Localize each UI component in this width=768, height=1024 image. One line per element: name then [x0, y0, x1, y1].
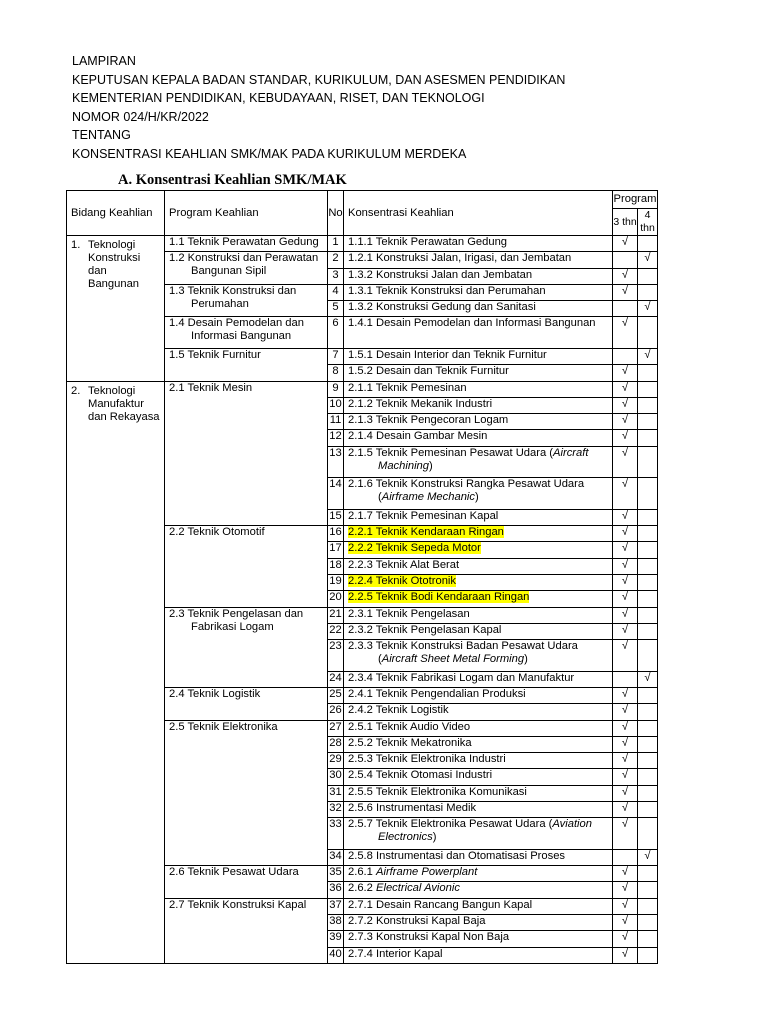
konsentrasi-text: 2.5.4 Teknik Otomasi Industri	[348, 769, 493, 782]
program-keahlian-cell	[165, 317, 328, 349]
check-3-thn	[613, 849, 638, 865]
check-4-thn	[638, 818, 658, 850]
row-number: 5	[328, 301, 344, 317]
row-number: 20	[328, 591, 344, 607]
program-keahlian-name: 1.5 Teknik Furnitur	[169, 348, 261, 361]
check-4-thn	[638, 915, 658, 931]
check-4-thn	[638, 931, 658, 947]
program-keahlian-name: 2.4 Teknik Logistik	[169, 687, 261, 700]
check-3-thn: √	[613, 509, 638, 525]
check-3-thn: √	[613, 866, 638, 882]
program-keahlian-cell	[165, 381, 328, 525]
konsentrasi-cell	[344, 898, 613, 914]
check-4-thn	[638, 509, 658, 525]
konsentrasi-text: 1.4.1 Desain Pemodelan dan Informasi Bangunan	[348, 317, 596, 330]
check-3-thn: √	[613, 687, 638, 703]
konsentrasi-text: Airframe Mechanic	[381, 491, 475, 504]
check-3-thn: √	[613, 414, 638, 430]
konsentrasi-cell	[344, 558, 613, 574]
table-row	[67, 236, 658, 252]
konsentrasi-table	[66, 190, 658, 964]
konsentrasi-text: )	[524, 653, 528, 666]
program-keahlian-name: 2.2 Teknik Otomotif	[169, 526, 265, 539]
check-3-thn: √	[613, 365, 638, 381]
konsentrasi-text: 2.2.1 Teknik Kendaraan Ringan	[348, 526, 504, 539]
row-number: 33	[328, 818, 344, 850]
check-4-thn	[638, 736, 658, 752]
header-line-keputusan: KEPUTUSAN KEPALA BADAN STANDAR, KURIKULUM, DAN ASESMEN PENDIDIKAN	[72, 72, 566, 87]
row-number: 11	[328, 414, 344, 430]
check-4-thn	[638, 769, 658, 785]
header-line-kementerian: KEMENTERIAN PENDIDIKAN, KEBUDAYAAN, RISET, DAN TEKNOLOGI	[72, 91, 485, 106]
header-line-lampiran: LAMPIRAN	[72, 54, 136, 68]
check-4-thn	[638, 882, 658, 898]
check-4-thn	[638, 753, 658, 769]
row-number: 1	[328, 236, 344, 252]
row-number: 36	[328, 882, 344, 898]
check-4-thn	[638, 381, 658, 397]
row-number: 16	[328, 526, 344, 542]
row-number: 34	[328, 849, 344, 865]
konsentrasi-text: 1.3.1 Teknik Konstruksi dan Perumahan	[348, 284, 546, 297]
check-4-thn	[638, 704, 658, 720]
konsentrasi-text: 2.6.1	[348, 866, 376, 879]
check-3-thn	[613, 348, 638, 364]
check-3-thn: √	[613, 284, 638, 300]
program-keahlian-cell	[165, 898, 328, 963]
konsentrasi-text: 1.3.2 Konstruksi Gedung dan Sanitasi	[348, 301, 536, 314]
konsentrasi-text: 2.1.2 Teknik Mekanik Industri	[348, 397, 493, 410]
check-3-thn: √	[613, 558, 638, 574]
check-3-thn: √	[613, 542, 638, 558]
check-3-thn: √	[613, 898, 638, 914]
row-number: 22	[328, 623, 344, 639]
check-3-thn: √	[613, 446, 638, 478]
check-3-thn: √	[613, 591, 638, 607]
konsentrasi-text: 2.5.6 Instrumentasi Medik	[348, 802, 477, 815]
konsentrasi-cell	[344, 720, 613, 736]
konsentrasi-text: 2.1.1 Teknik Pemesinan	[348, 381, 467, 394]
konsentrasi-text: 1.5.1 Desain Interior dan Teknik Furnitur	[348, 348, 547, 361]
check-4-thn: √	[638, 849, 658, 865]
konsentrasi-text: 2.5.7 Teknik Elektronika Pesawat Udara (	[348, 818, 553, 831]
row-number: 7	[328, 348, 344, 364]
konsentrasi-cell	[344, 753, 613, 769]
row-number: 40	[328, 947, 344, 963]
konsentrasi-cell	[344, 236, 613, 252]
check-3-thn: √	[613, 769, 638, 785]
konsentrasi-cell	[344, 284, 613, 300]
konsentrasi-cell	[344, 802, 613, 818]
konsentrasi-text: (	[378, 653, 382, 666]
check-4-thn	[638, 785, 658, 801]
program-keahlian-cell	[165, 720, 328, 866]
row-number: 38	[328, 915, 344, 931]
check-3-thn: √	[613, 574, 638, 590]
check-4-thn	[638, 317, 658, 349]
konsentrasi-text: 2.7.1 Desain Rancang Bangun Kapal	[348, 898, 533, 911]
program-keahlian-name: 1.4 Desain Pemodelan dan Informasi Bangunan	[169, 317, 304, 343]
check-3-thn	[613, 301, 638, 317]
konsentrasi-cell	[344, 882, 613, 898]
konsentrasi-text: Airframe Powerplant	[376, 866, 478, 879]
konsentrasi-text: 2.1.5 Teknik Pemesinan Pesawat Udara (	[348, 446, 554, 459]
program-keahlian-cell	[165, 607, 328, 687]
check-4-thn	[638, 284, 658, 300]
row-number: 37	[328, 898, 344, 914]
konsentrasi-text: Aircraft Sheet Metal Forming	[381, 653, 525, 666]
row-number: 30	[328, 769, 344, 785]
check-3-thn: √	[613, 607, 638, 623]
bidang-number: 1.	[71, 239, 81, 251]
konsentrasi-cell	[344, 623, 613, 639]
check-3-thn: √	[613, 931, 638, 947]
konsentrasi-text: 2.5.1 Teknik Audio Video	[348, 720, 471, 733]
row-number: 10	[328, 397, 344, 413]
konsentrasi-text: 2.3.1 Teknik Pengelasan	[348, 607, 470, 620]
konsentrasi-cell	[344, 591, 613, 607]
check-4-thn: √	[638, 671, 658, 687]
konsentrasi-cell	[344, 446, 613, 478]
check-3-thn: √	[613, 623, 638, 639]
program-keahlian-name: 2.7 Teknik Konstruksi Kapal	[169, 898, 307, 911]
bidang-cell	[67, 236, 165, 382]
row-number: 35	[328, 866, 344, 882]
check-4-thn: √	[638, 252, 658, 268]
konsentrasi-cell	[344, 640, 613, 672]
check-3-thn: √	[613, 882, 638, 898]
konsentrasi-cell	[344, 607, 613, 623]
check-4-thn	[638, 947, 658, 963]
check-3-thn: √	[613, 381, 638, 397]
check-4-thn	[638, 866, 658, 882]
konsentrasi-text: 2.2.3 Teknik Alat Berat	[348, 558, 460, 571]
header-program-group: Program	[613, 191, 658, 209]
header-bidang: Bidang Keahlian	[67, 191, 165, 236]
program-keahlian-cell	[165, 348, 328, 381]
row-number: 14	[328, 478, 344, 510]
konsentrasi-text: 1.2.1 Konstruksi Jalan, Irigasi, dan Jembatan	[348, 252, 572, 265]
check-3-thn: √	[613, 704, 638, 720]
header-3-thn: 3 thn	[613, 209, 638, 236]
check-4-thn	[638, 236, 658, 252]
check-4-thn	[638, 526, 658, 542]
check-4-thn: √	[638, 301, 658, 317]
check-3-thn: √	[613, 478, 638, 510]
konsentrasi-text: 2.7.4 Interior Kapal	[348, 947, 443, 960]
row-number: 6	[328, 317, 344, 349]
row-number: 31	[328, 785, 344, 801]
program-keahlian-name: 1.3 Teknik Konstruksi dan Perumahan	[169, 284, 297, 310]
check-3-thn: √	[613, 720, 638, 736]
konsentrasi-text: )	[475, 491, 479, 504]
konsentrasi-text: 2.4.1 Teknik Pengendalian Produksi	[348, 687, 526, 700]
program-keahlian-name: 2.6 Teknik Pesawat Udara	[169, 866, 299, 879]
konsentrasi-text: 2.3.4 Teknik Fabrikasi Logam dan Manufaktur	[348, 671, 575, 684]
program-keahlian-cell	[165, 687, 328, 720]
row-number: 23	[328, 640, 344, 672]
check-4-thn	[638, 640, 658, 672]
row-number: 21	[328, 607, 344, 623]
check-4-thn	[638, 542, 658, 558]
konsentrasi-cell	[344, 268, 613, 284]
section-title: A. Konsentrasi Keahlian SMK/MAK	[118, 172, 347, 188]
konsentrasi-text: 2.1.4 Desain Gambar Mesin	[348, 430, 488, 443]
konsentrasi-text: 2.3.3 Teknik Konstruksi Badan Pesawat Udara	[348, 640, 578, 653]
check-4-thn	[638, 802, 658, 818]
table-body	[67, 236, 658, 964]
check-3-thn	[613, 671, 638, 687]
bidang-name: Teknologi Manufaktur dan Rekayasa	[88, 384, 160, 423]
header-line-tentang: TENTANG	[72, 128, 131, 143]
row-number: 17	[328, 542, 344, 558]
row-number: 32	[328, 802, 344, 818]
check-3-thn: √	[613, 397, 638, 413]
check-4-thn	[638, 365, 658, 381]
check-4-thn	[638, 268, 658, 284]
check-3-thn: √	[613, 915, 638, 931]
konsentrasi-text: 2.2.2 Teknik Sepeda Motor	[348, 542, 481, 555]
program-keahlian-cell	[165, 236, 328, 252]
row-number: 39	[328, 931, 344, 947]
konsentrasi-text: 2.2.4 Teknik Ototronik	[348, 574, 456, 587]
row-number: 26	[328, 704, 344, 720]
konsentrasi-cell	[344, 574, 613, 590]
konsentrasi-text: 1.3.2 Konstruksi Jalan dan Jembatan	[348, 268, 533, 281]
row-number: 25	[328, 687, 344, 703]
row-number: 3	[328, 268, 344, 284]
program-keahlian-cell	[165, 866, 328, 899]
header-line-nomor: NOMOR 024/H/KR/2022	[72, 109, 209, 124]
row-number: 18	[328, 558, 344, 574]
row-number: 4	[328, 284, 344, 300]
konsentrasi-text: 2.5.5 Teknik Elektronika Komunikasi	[348, 785, 527, 798]
konsentrasi-cell	[344, 866, 613, 882]
row-number: 28	[328, 736, 344, 752]
check-4-thn	[638, 414, 658, 430]
check-4-thn	[638, 607, 658, 623]
konsentrasi-cell	[344, 915, 613, 931]
row-number: 15	[328, 509, 344, 525]
program-keahlian-name: 1.2 Konstruksi dan Perawatan Bangunan Sipil	[169, 252, 319, 278]
konsentrasi-cell	[344, 785, 613, 801]
konsentrasi-text: 1.5.2 Desain dan Teknik Furnitur	[348, 365, 509, 378]
konsentrasi-cell	[344, 317, 613, 349]
program-keahlian-name: 2.5 Teknik Elektronika	[169, 720, 278, 733]
row-number: 9	[328, 381, 344, 397]
check-3-thn: √	[613, 640, 638, 672]
konsentrasi-cell	[344, 818, 613, 850]
header-no: No	[328, 191, 344, 236]
konsentrasi-cell	[344, 430, 613, 446]
konsentrasi-text: 1.1.1 Teknik Perawatan Gedung	[348, 236, 508, 248]
konsentrasi-cell	[344, 542, 613, 558]
konsentrasi-cell	[344, 397, 613, 413]
program-keahlian-cell	[165, 526, 328, 607]
row-number: 29	[328, 753, 344, 769]
check-3-thn: √	[613, 236, 638, 252]
konsentrasi-text: 2.1.3 Teknik Pengecoran Logam	[348, 414, 509, 427]
check-4-thn	[638, 574, 658, 590]
konsentrasi-text: Aircraft	[553, 446, 589, 459]
konsentrasi-text: Aviation	[552, 818, 592, 831]
konsentrasi-text: 2.4.2 Teknik Logistik	[348, 704, 449, 717]
program-keahlian-name: 2.3 Teknik Pengelasan dan Fabrikasi Logam	[169, 607, 304, 633]
check-4-thn	[638, 478, 658, 510]
program-keahlian-name: 1.1 Teknik Perawatan Gedung	[169, 236, 319, 248]
konsentrasi-text: 2.6.2	[348, 882, 376, 895]
konsentrasi-cell	[344, 365, 613, 381]
check-3-thn: √	[613, 753, 638, 769]
konsentrasi-text: 2.2.5 Teknik Bodi Kendaraan Ringan	[348, 591, 530, 604]
konsentrasi-cell	[344, 736, 613, 752]
check-4-thn	[638, 446, 658, 478]
konsentrasi-text: 2.7.2 Konstruksi Kapal Baja	[348, 915, 486, 927]
header-program-keahlian: Program Keahlian	[165, 191, 328, 236]
konsentrasi-text: (	[378, 491, 382, 504]
document-header	[72, 52, 565, 164]
check-4-thn	[638, 430, 658, 446]
konsentrasi-text: )	[432, 831, 437, 844]
check-3-thn	[613, 252, 638, 268]
konsentrasi-cell	[344, 478, 613, 510]
row-number: 27	[328, 720, 344, 736]
header-line-subject: KONSENTRASI KEAHLIAN SMK/MAK PADA KURIKULUM MERDEKA	[72, 146, 467, 161]
bidang-name: Teknologi Konstruksi dan Bangunan	[88, 239, 141, 290]
row-number: 13	[328, 446, 344, 478]
check-3-thn: √	[613, 785, 638, 801]
check-4-thn	[638, 623, 658, 639]
check-4-thn: √	[638, 348, 658, 364]
check-4-thn	[638, 397, 658, 413]
table-row	[67, 381, 658, 397]
check-4-thn	[638, 558, 658, 574]
konsentrasi-cell	[344, 687, 613, 703]
konsentrasi-text: Machining	[378, 459, 429, 472]
konsentrasi-text: 2.1.7 Teknik Pemesinan Kapal	[348, 509, 499, 522]
header-4-thn: 4 thn	[638, 209, 658, 236]
check-3-thn: √	[613, 736, 638, 752]
check-4-thn	[638, 898, 658, 914]
konsentrasi-text: )	[429, 459, 433, 472]
program-keahlian-name: 2.1 Teknik Mesin	[169, 381, 253, 394]
row-number: 12	[328, 430, 344, 446]
program-keahlian-cell	[165, 252, 328, 285]
header-konsentrasi: Konsentrasi Keahlian	[344, 191, 613, 236]
check-3-thn: √	[613, 317, 638, 349]
row-number: 19	[328, 574, 344, 590]
konsentrasi-text: Electronics	[378, 831, 433, 844]
check-4-thn	[638, 591, 658, 607]
row-number: 2	[328, 252, 344, 268]
konsentrasi-cell	[344, 348, 613, 364]
konsentrasi-cell	[344, 509, 613, 525]
check-3-thn: √	[613, 268, 638, 284]
konsentrasi-cell	[344, 414, 613, 430]
konsentrasi-text: 2.5.2 Teknik Mekatronika	[348, 736, 472, 749]
check-3-thn: √	[613, 947, 638, 963]
konsentrasi-cell	[344, 947, 613, 963]
konsentrasi-cell	[344, 931, 613, 947]
konsentrasi-cell	[344, 769, 613, 785]
check-4-thn	[638, 687, 658, 703]
check-3-thn: √	[613, 802, 638, 818]
konsentrasi-cell	[344, 252, 613, 268]
konsentrasi-cell	[344, 301, 613, 317]
konsentrasi-cell	[344, 381, 613, 397]
konsentrasi-cell	[344, 849, 613, 865]
konsentrasi-text: Electrical Avionic	[376, 882, 460, 895]
check-3-thn: √	[613, 430, 638, 446]
row-number: 24	[328, 671, 344, 687]
konsentrasi-text: 2.7.3 Konstruksi Kapal Non Baja	[348, 931, 510, 944]
konsentrasi-cell	[344, 671, 613, 687]
bidang-cell	[67, 381, 165, 963]
check-4-thn	[638, 720, 658, 736]
konsentrasi-cell	[344, 704, 613, 720]
bidang-number: 2.	[71, 384, 81, 397]
konsentrasi-cell	[344, 526, 613, 542]
check-3-thn: √	[613, 818, 638, 850]
konsentrasi-text: 2.5.3 Teknik Elektronika Industri	[348, 753, 506, 766]
check-3-thn: √	[613, 526, 638, 542]
konsentrasi-text: 2.5.8 Instrumentasi dan Otomatisasi Proses	[348, 849, 566, 862]
row-number: 8	[328, 365, 344, 381]
konsentrasi-text: 2.1.6 Teknik Konstruksi Rangka Pesawat Udara	[348, 478, 585, 491]
program-keahlian-cell	[165, 284, 328, 317]
konsentrasi-text: 2.3.2 Teknik Pengelasan Kapal	[348, 623, 502, 636]
